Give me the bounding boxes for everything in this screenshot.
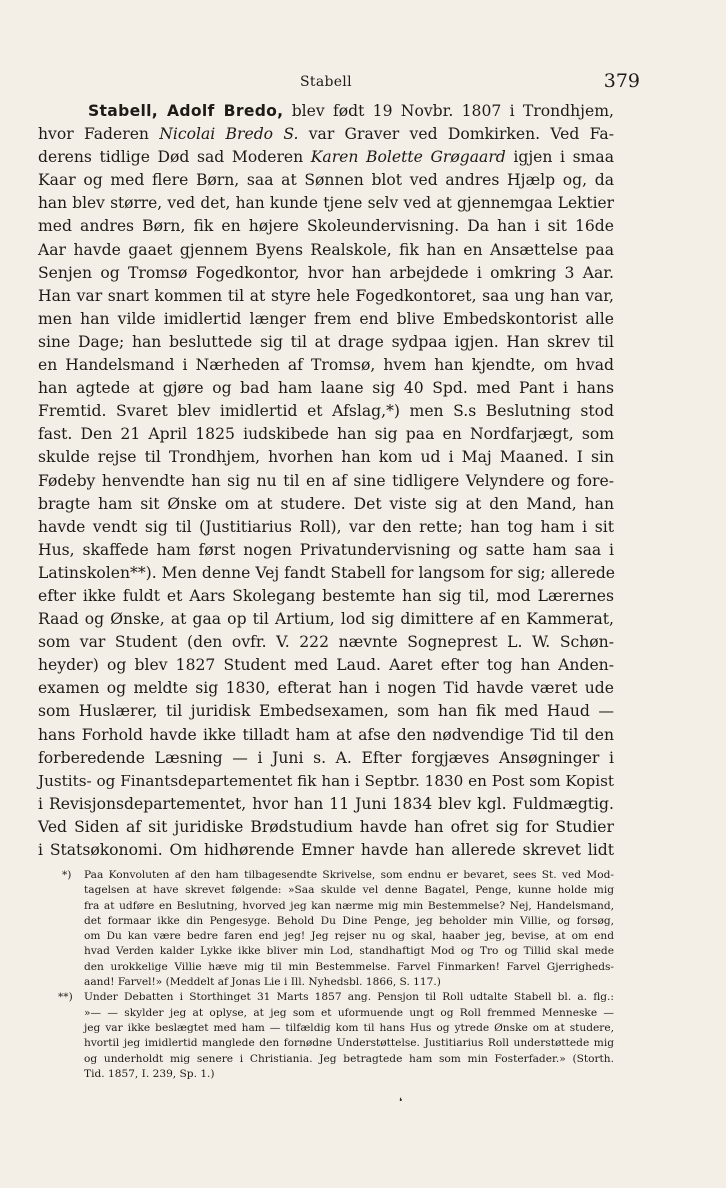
text-line: Senjen og Tromsø Fogedkontor, hvor han arbejdede i omkring 3 Aar. <box>38 263 614 282</box>
text-line: havde vendt sig til (Justitiarius Roll), var den rette; han tog ham i sit <box>38 517 614 536</box>
text-line: han agtede at gjøre og bad ham laane sig 40 Spd. med Pant i hans <box>38 379 614 398</box>
text-line: Fremtid. Svaret blev imidlertid et Afslag,*) men S.s Beslutning stod <box>38 402 614 421</box>
entry-name: Stabell, Adolf Bredo, <box>88 102 284 120</box>
text-line: med andres Børn, fik en højere Skoleundervisning. Da han i sit 16de <box>38 217 614 236</box>
text-line: Kaar og med flere Børn, saa at Sønnen blot ved andres Hjælp og, da <box>38 171 614 190</box>
text-line: Raad og Ønske, at gaa op til Artium, lod sig dimittere af en Kammerat, <box>38 610 614 629</box>
footnote-line: jeg var ikke beslægtet med ham — tilfældig kom til hans Hus og ytrede Ønske om at studere, <box>84 1021 614 1034</box>
text-line: Aar havde gaaet gjennem Byens Realskole, fik han en Ansættelse paa <box>38 240 614 259</box>
footnote-line: Tid. 1857, I. 239, Sp. 1.) <box>84 1067 215 1080</box>
footnote-1 <box>62 868 614 990</box>
text-line: bragte ham sit Ønske om at studere. Det viste sig at den Mand, han <box>38 494 614 513</box>
text-line: sine Dage; han besluttede sig til at drage sydpaa igjen. Han skrev til <box>38 332 614 351</box>
footnote-line: om Du kan være bedre faren end jeg! Jeg rejser nu og skal, haaber jeg, bevise, at om end <box>84 930 614 943</box>
footnote-line: tagelsen at have skrevet følgende: »Saa skulde vel denne Bagatel, Penge, kunne holde mig <box>84 884 614 897</box>
text-line: skulde rejse til Trondhjem, hvorhen han kom ud i Maj Maaned. I sin <box>38 448 614 467</box>
text-line: i Statsøkonomi. Om hidhørende Emner havde han allerede skrevet lidt <box>38 841 614 859</box>
text-line: Stabell, Adolf Bredo, blev født 19 Novbr. 1807 i Trondhjem, <box>88 102 614 120</box>
footnote-line: det formaar ikke din Pengesyge. Behold Du Dine Penge, jeg beholder min Villie, og forsøg, <box>84 914 614 927</box>
text-line: derens tidlige Død sad Moderen Karen Bolette Grøgaard igjen i smaa <box>38 148 614 167</box>
text-line: i Revisjonsdepartementet, hvor han 11 Juni 1834 blev kgl. Fuldmægtig. <box>38 794 614 813</box>
footnote-mark: *) <box>62 869 72 881</box>
text-line: Fødeby henvendte han sig nu til en af sine tidligere Velyndere og fore- <box>38 471 614 490</box>
footnote-mark: **) <box>58 991 73 1004</box>
running-title: Stabell <box>300 74 352 90</box>
text-line: forberedende Læsning — i Juni s. A. Efter forgjæves Ansøgninger i <box>38 748 614 767</box>
footnote-line: hvad Verden kalder Lykke ikke bliver min Lod, standhaftigt Mod og Tro og Tillid skal mede <box>84 945 614 958</box>
biography-text <box>38 100 614 862</box>
printer-mark: ❛ <box>399 1097 403 1108</box>
footnote-line: aand! Farvel!» (Meddelt af Jonas Lie i Ill. Nyhedsbl. 1866, S. 117.) <box>84 976 441 989</box>
text-line: Han var snart kommen til at styre hele Fogedkontoret, saa ung han var, <box>38 286 614 305</box>
text-line: som Huslærer, til juridisk Embedsexamen, som han fik med Haud — <box>38 702 614 721</box>
footnote-line: hvortil jeg imidlertid manglede den fornødne Understøttelse. Justitiarius Roll understøttede mig <box>84 1037 614 1050</box>
footnote-line: »— — skylder jeg at oplyse, at jeg som et uformuende ungt og Roll fremmed Menneske — <box>84 1006 614 1019</box>
text-line: som var Student (den ovfr. V. 222 nævnte Sogneprest L. W. Schøn- <box>38 633 614 652</box>
footnote-line: Under Debatten i Storthinget 31 Marts 1857 ang. Pensjon til Roll udtalte Stabell bl. a. flg.: <box>84 991 614 1004</box>
footnote-2 <box>58 990 614 1082</box>
text-line: han blev større, ved det, han kunde tjene selv ved at gjennemgaa Lektier <box>38 194 614 213</box>
text-line: Latinskolen**). Men denne Vej fandt Stabell for langsom for sig; allerede <box>38 563 616 582</box>
mother-name: Karen Bolette Grøgaard <box>310 148 506 167</box>
text-line: Ved Siden af sit juridiske Brødstudium havde han ofret sig for Studier <box>38 817 614 836</box>
text-line: men han vilde imidlertid længer frem end blive Embedskontorist alle <box>38 309 614 328</box>
text-line: en Handelsmand i Nærheden af Tromsø, hvem han kjendte, om hvad <box>38 356 614 375</box>
footnote-line: den urokkelige Villie hæve mig til min Bestemmelse. Farvel Finmarken! Farvel Gjerrigheds- <box>84 960 614 973</box>
text-line: efter ikke fuldt et Aars Skolegang bestemte han sig til, mod Lærernes <box>38 586 614 605</box>
page-number: 379 <box>603 70 640 92</box>
text-line: hvor Faderen Nicolai Bredo S. var Graver ved Domkirken. Ved Fa- <box>38 125 614 144</box>
footnotes <box>58 868 614 1082</box>
text-line: examen og meldte sig 1830, efterat han i nogen Tid havde været ude <box>38 679 614 698</box>
text-line: Justits- og Finantsdepartementet fik han i Septbr. 1830 en Post som Kopist <box>38 771 614 790</box>
text-line: heyder) og blev 1827 Student med Laud. Aaret efter tog han Anden- <box>38 656 614 675</box>
text-line: Hus, skaffede ham først nogen Privatundervisning og satte ham saa i <box>38 540 614 559</box>
footnote-line: fra at udføre en Beslutning, hvorved jeg kan nærme mig min Bestemmelse? Nej, Handelsmand, <box>84 899 614 912</box>
father-name: Nicolai Bredo S. <box>159 125 299 144</box>
text-line: fast. Den 21 April 1825 iudskibede han sig paa en Nordfarjægt, som <box>38 425 614 444</box>
footnote-line: og underholdt mig senere i Christiania. Jeg betragtede ham som min Fosterfader.» (Storth. <box>84 1052 614 1065</box>
text-line: hans Forhold havde ikke tilladt ham at afse den nødvendige Tid til den <box>38 725 614 744</box>
footnote-line: Paa Konvoluten af den ham tilbagesendte Skrivelse, som endnu er bevaret, sees St. ved Mod- <box>84 869 614 881</box>
